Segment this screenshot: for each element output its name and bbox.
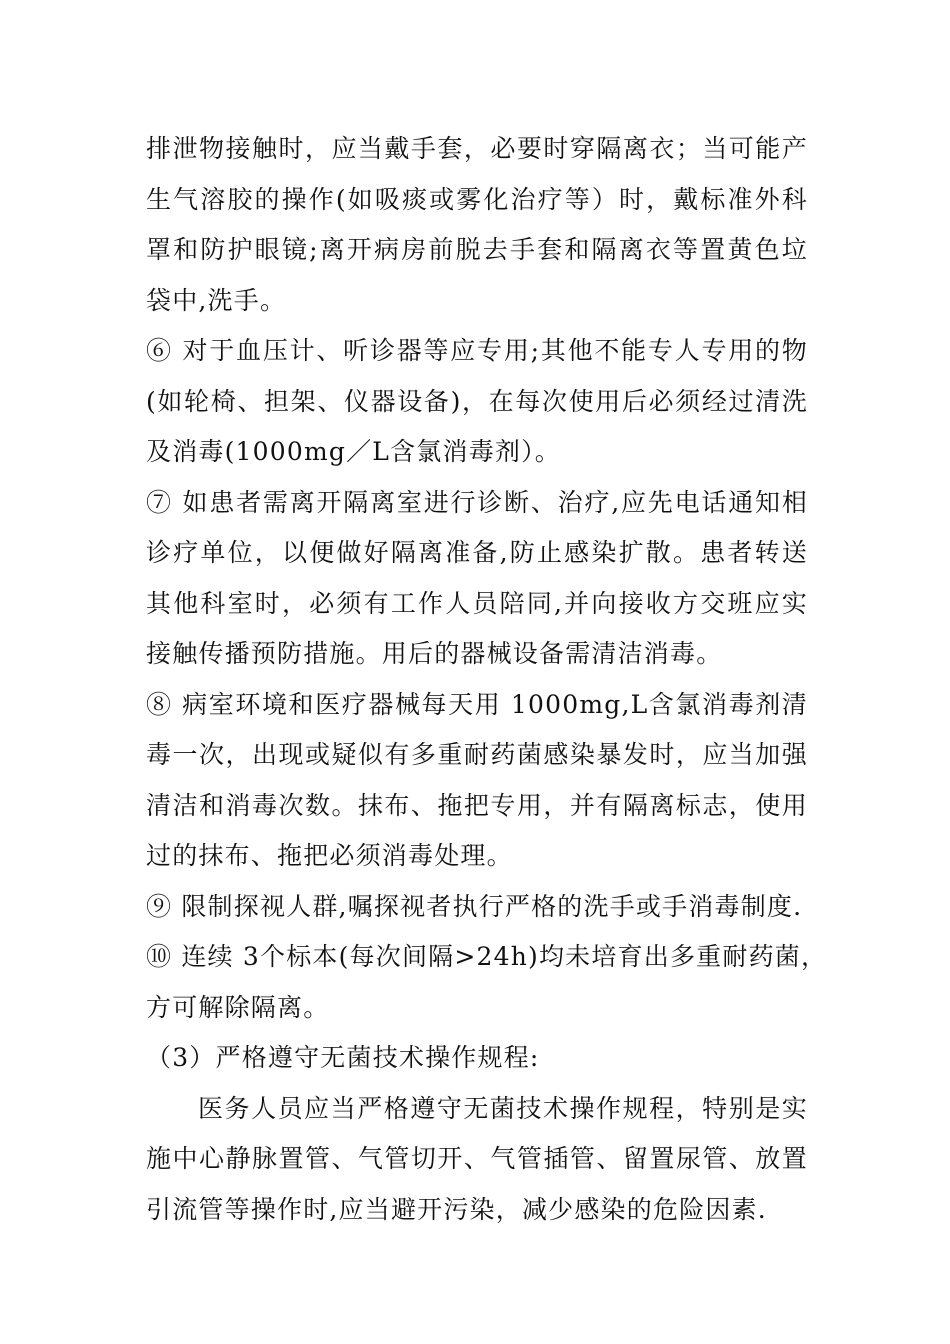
text-line: ⑦ 如患者需离开隔离室进行诊断、治疗,应先电话通知相 — [146, 487, 808, 517]
text-line: (如轮椅、担架、仪器设备)，在每次使用后必须经过清洗 — [146, 386, 808, 416]
text-line: 其他科室时，必须有工作人员陪同,并向接收方交班应实 — [146, 588, 808, 618]
document-body — [146, 124, 828, 1235]
text-line: 施中心静脉置管、气管切开、气管插管、留置尿管、放置 — [146, 1144, 808, 1173]
text-line: 过的抹布、拖把必须消毒处理。 — [146, 841, 513, 870]
text-line: 及消毒(1000mg／L含氯消毒剂）。 — [146, 437, 561, 466]
text-line: 罩和防护眼镜;离开病房前脱去手套和隔离衣等置黄色垃 — [146, 235, 808, 264]
text-line: 清洁和消毒次数。抹布、拖把专用，并有隔离标志，使用 — [146, 790, 808, 820]
text-line: 生气溶胶的操作(如吸痰或雾化治疗等）时，戴标准外科 — [146, 184, 808, 214]
text-line: 毒一次，出现或疑似有多重耐药菌感染暴发时，应当加强 — [146, 740, 808, 769]
text-line: 医务人员应当严格遵守无菌技术操作规程，特别是实 — [198, 1093, 808, 1123]
text-line: ⑧ 病室环境和医疗器械每天用 1000mg,L含氯消毒剂清 — [146, 689, 808, 719]
text-line: 排泄物接触时，应当戴手套，必要时穿隔离衣；当可能产 — [146, 134, 808, 163]
text-line: 诊疗单位，以便做好隔离准备,防止感染扩散。患者转送 — [146, 538, 808, 567]
text-line: ⑩ 连续 3个标本(每次间隔>24h)均未培育出多重耐药菌， — [146, 942, 828, 971]
text-line: 袋中,洗手。 — [146, 285, 287, 315]
text-line: 引流管等操作时,应当避开污染，减少感染的危险因素. — [146, 1194, 767, 1224]
text-line: 接触传播预防措施。用后的器械设备需清洁消毒。 — [146, 639, 723, 668]
text-line: ⑨ 限制探视人群,嘱探视者执行严格的洗手或手消毒制度. — [146, 891, 803, 921]
text-line: ⑥ 对于血压计、听诊器等应专用;其他不能专人专用的物 — [146, 336, 808, 365]
text-line: 方可解除隔离。 — [146, 992, 330, 1022]
section-heading: （3）严格遵守无菌技术操作规程: — [146, 1043, 540, 1072]
